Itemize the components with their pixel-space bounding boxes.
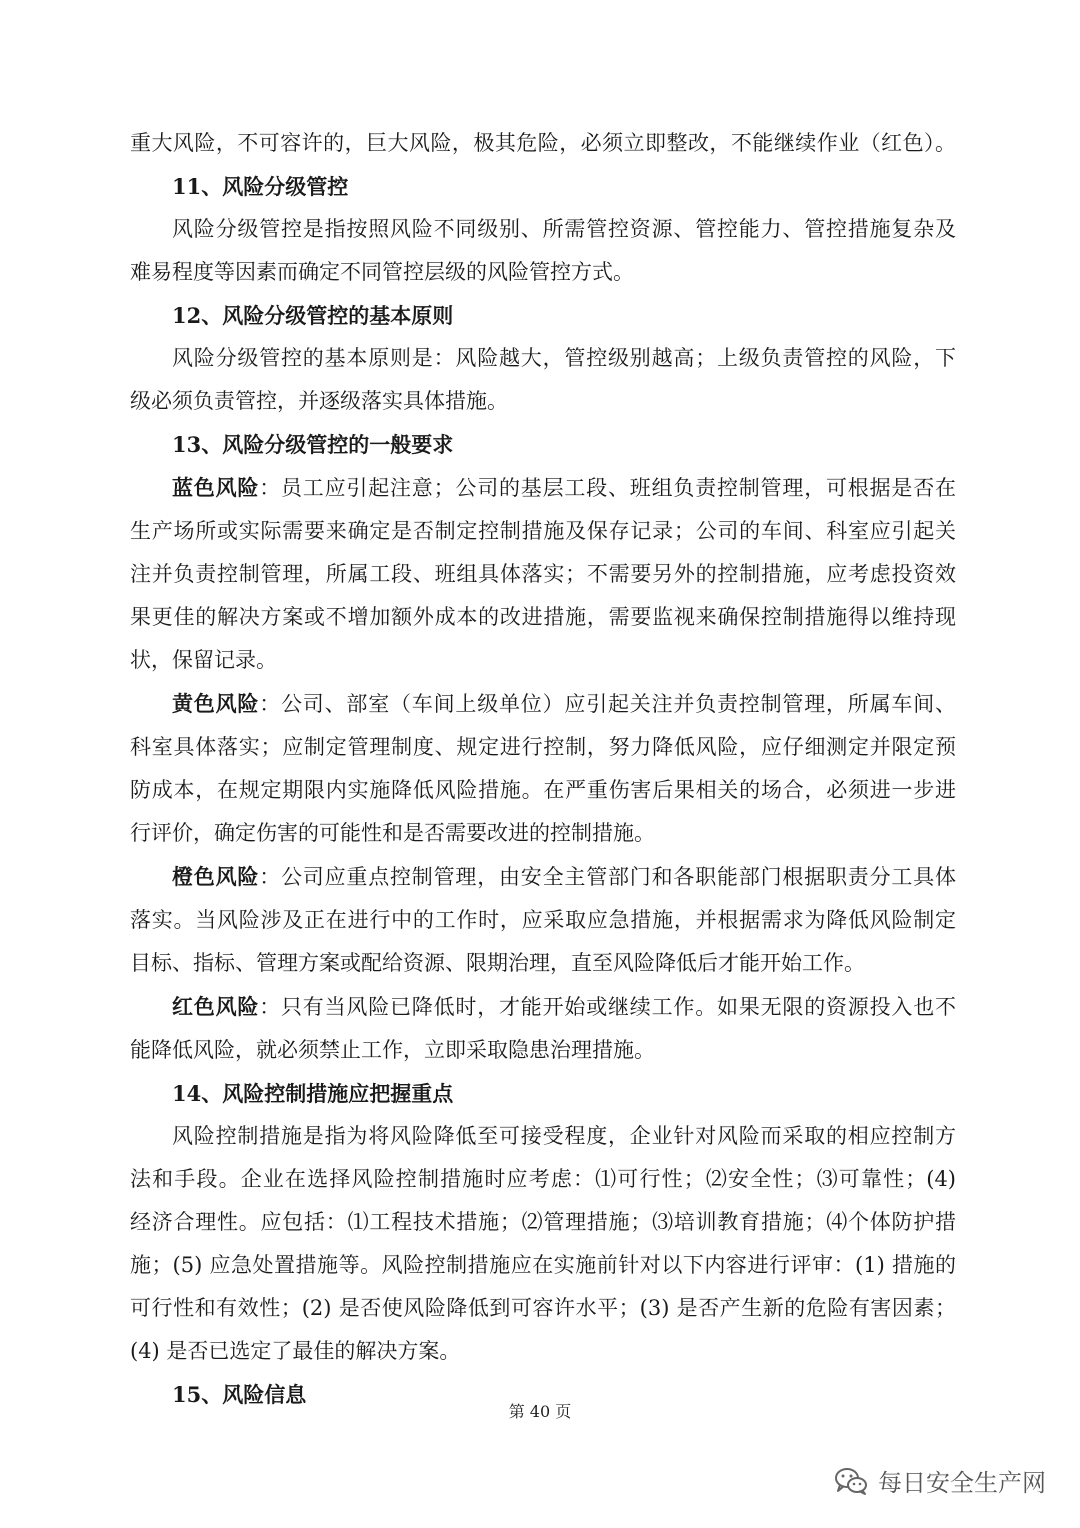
paragraph-line: 科室具体落实；应制定管理制度、规定进行控制，努力降低风险，应仔细测定并限定预 bbox=[130, 735, 956, 759]
yellow-risk-line bbox=[130, 682, 956, 726]
paragraph-line: 风险分级管控的基本原则是：风险越大，管控级别越高；上级负责管控的风险，下 bbox=[172, 346, 956, 370]
paragraph-line: 果更佳的解决方案或不增加额外成本的改进措施，需要监视来确保控制措施得以维持现 bbox=[130, 605, 956, 629]
paragraph-line: 行评价，确定伤害的可能性和是否需要改进的控制措施。 bbox=[130, 821, 655, 845]
paragraph-line: 难易程度等因素而确定不同管控层级的风险管控方式。 bbox=[130, 260, 634, 284]
paragraph-line: (4) 是否已选定了最佳的解决方案。 bbox=[130, 1339, 461, 1363]
paragraph-line: 经济合理性。应包括：⑴工程技术措施；⑵管理措施；⑶培训教育措施；⑷个体防护措 bbox=[130, 1210, 956, 1234]
source-watermark bbox=[834, 1463, 1046, 1498]
yellow-risk-label: 黄色风险 bbox=[172, 691, 260, 716]
orange-risk-label: 橙色风险 bbox=[172, 864, 260, 889]
section-heading-11: 11、风险分级管控 bbox=[172, 174, 349, 199]
orange-risk-text: ：公司应重点控制管理，由安全主管部门和各职能部门根据职责分工具体 bbox=[259, 865, 957, 889]
paragraph-line: 能降低风险，就必须禁止工作，立即采取隐患治理措施。 bbox=[130, 1038, 655, 1062]
section-heading-13: 13、风险分级管控的一般要求 bbox=[172, 432, 454, 457]
paragraph-line: 法和手段。企业在选择风险控制措施时应考虑：⑴可行性；⑵安全性；⑶可靠性；(4) bbox=[130, 1167, 956, 1191]
yellow-risk-text: ：公司、部室（车间上级单位）应引起关注并负责控制管理，所属车间、 bbox=[259, 692, 957, 716]
paragraph-line: 落实。当风险涉及正在进行中的工作时，应采取应急措施，并根据需求为降低风险制定 bbox=[130, 908, 956, 932]
watermark-text: 每日安全生产网 bbox=[878, 1469, 1046, 1497]
red-risk-label: 红色风险 bbox=[172, 994, 260, 1019]
paragraph-line: 注并负责控制管理，所属工段、班组具体落实；不需要另外的控制措施，应考虑投资效 bbox=[130, 562, 956, 586]
paragraph-line: 可行性和有效性；(2) 是否使风险降低到可容许水平；(3) 是否产生新的危险有害因素； bbox=[130, 1296, 956, 1320]
paragraph-line: 目标、指标、管理方案或配给资源、限期治理，直至风险降低后才能开始工作。 bbox=[130, 951, 865, 975]
paragraph-line: 级必须负责管控，并逐级落实具体措施。 bbox=[130, 389, 508, 413]
section-heading-12: 12、风险分级管控的基本原则 bbox=[172, 303, 454, 328]
wechat-icon bbox=[834, 1466, 868, 1496]
blue-risk-line bbox=[130, 466, 956, 510]
paragraph-line: 防成本，在规定期限内实施降低风险措施。在严重伤害后果相关的场合，必须进一步进 bbox=[130, 778, 956, 802]
page-number: 第 40 页 bbox=[508, 1402, 572, 1421]
paragraph-line: 生产场所或实际需要来确定是否制定控制措施及保存记录；公司的车间、科室应引起关 bbox=[130, 519, 956, 543]
blue-risk-text: ：员工应引起注意；公司的基层工段、班组负责控制管理，可根据是否在 bbox=[259, 476, 957, 500]
red-risk-text: ：只有当风险已降低时，才能开始或继续工作。如果无限的资源投入也不 bbox=[259, 995, 957, 1019]
document-body bbox=[130, 122, 956, 1416]
orange-risk-line bbox=[130, 855, 956, 899]
section-heading-15: 15、风险信息 bbox=[172, 1382, 307, 1407]
paragraph-line: 风险分级管控是指按照风险不同级别、所需管控资源、管控能力、管控措施复杂及 bbox=[172, 217, 956, 241]
red-risk-line bbox=[130, 985, 956, 1029]
paragraph-line: 重大风险，不可容许的，巨大风险，极其危险，必须立即整改，不能继续作业（红色）。 bbox=[130, 131, 956, 155]
paragraph-line: 施；(5) 应急处置措施等。风险控制措施应在实施前针对以下内容进行评审：(1) 措施的 bbox=[130, 1253, 956, 1277]
blue-risk-label: 蓝色风险 bbox=[172, 475, 260, 500]
section-heading-14: 14、风险控制措施应把握重点 bbox=[172, 1081, 454, 1106]
paragraph-line: 风险控制措施是指为将风险降低至可接受程度，企业针对风险而采取的相应控制方 bbox=[172, 1124, 956, 1148]
paragraph-line: 状，保留记录。 bbox=[130, 648, 277, 672]
